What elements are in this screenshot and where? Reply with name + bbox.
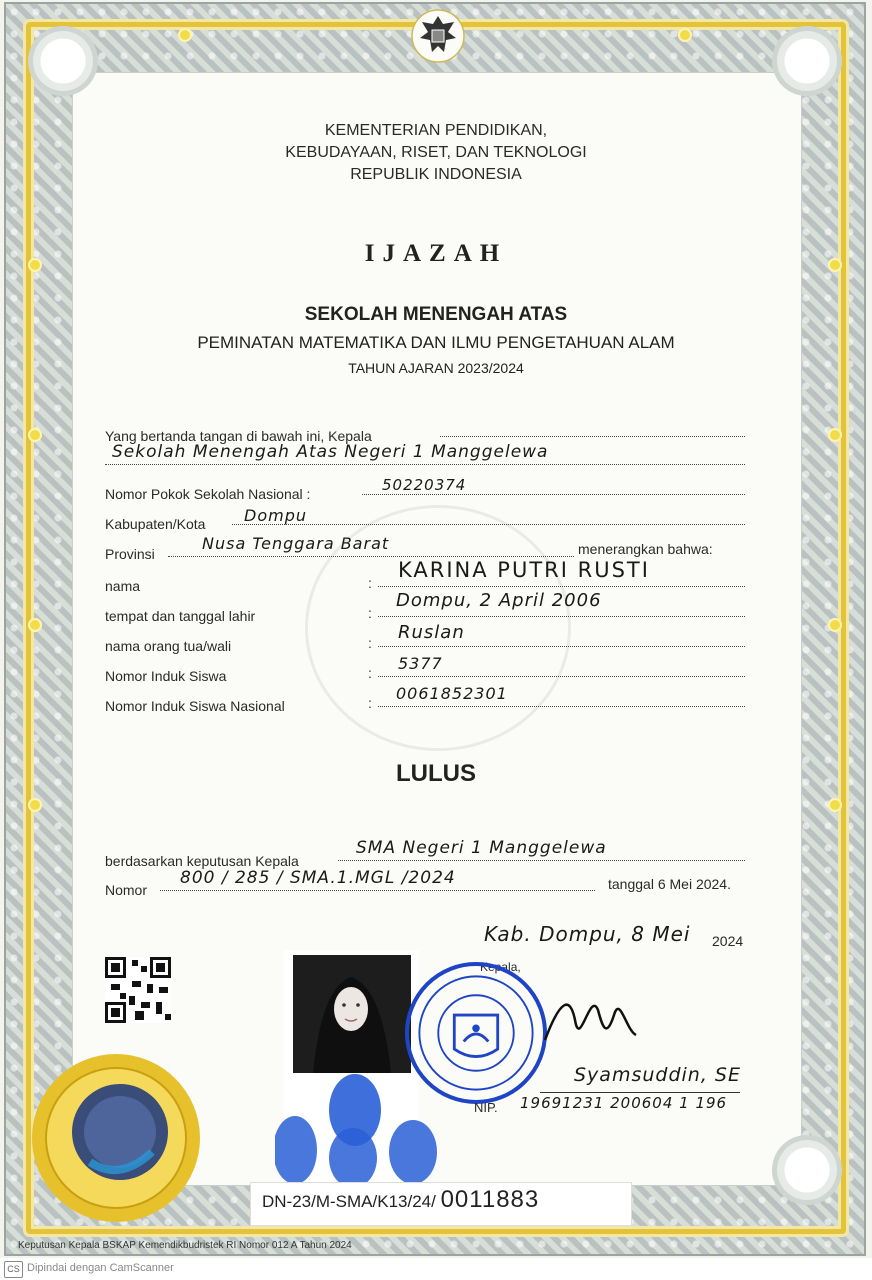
official-stamp	[405, 962, 547, 1104]
decision-school: SMA Negeri 1 Manggelewa	[356, 838, 607, 858]
signer-role: Kepala,	[480, 960, 521, 974]
border-ornament	[180, 30, 190, 40]
ministry-line: KEBUDAYAAN, RISET, DAN TEKNOLOGI	[285, 144, 587, 161]
serial-prefix: DN-23/M-SMA/K13/24/	[262, 1192, 436, 1211]
npsn-value: 50220374	[382, 476, 467, 494]
serial-number	[262, 1186, 539, 1214]
signature-mark	[540, 980, 650, 1055]
dotted-line	[378, 616, 745, 617]
dotted-line	[105, 464, 745, 465]
corner-ornament	[28, 26, 98, 96]
intro-label: Yang bertanda tangan di bawah ini, Kepala	[105, 428, 372, 444]
border-ornament	[830, 620, 840, 630]
corner-ornament	[772, 26, 842, 96]
hologram-seal	[30, 1052, 202, 1224]
regency-label: Kabupaten/Kota	[105, 516, 206, 532]
border-ornament	[680, 30, 690, 40]
dotted-line	[378, 706, 745, 707]
birth-label: tempat dan tanggal lahir	[105, 608, 256, 624]
nip-value: 19691231 200604 1 196	[520, 1094, 728, 1112]
document-title: IJAZAH	[364, 240, 508, 267]
colon: :	[368, 665, 372, 681]
academic-year: TAHUN AJARAN 2023/2024	[348, 360, 524, 376]
states-label: menerangkan bahwa:	[578, 541, 713, 557]
result-status: LULUS	[396, 760, 476, 787]
student-name: KARINA PUTRI RUSTI	[398, 558, 650, 582]
birth-value: Dompu, 2 April 2006	[396, 590, 602, 611]
regency-value: Dompu	[244, 506, 307, 525]
ministry-line: KEMENTERIAN PENDIDIKAN,	[324, 122, 548, 139]
ministry-line: REPUBLIK INDONESIA	[350, 166, 522, 183]
camscanner-icon: CS	[4, 1261, 23, 1278]
school-name: Sekolah Menengah Atas Negeri 1 Manggelewa	[112, 442, 549, 462]
qr-code-icon	[105, 957, 171, 1023]
parent-label: nama orang tua/wali	[105, 638, 232, 654]
signer-name: Syamsuddin, SE	[574, 1064, 741, 1086]
serial-digits: 0011883	[440, 1186, 540, 1213]
fingerprint-marks	[275, 1070, 445, 1185]
place-date: Kab. Dompu, 8 Mei	[484, 922, 691, 946]
ministry-header	[200, 120, 672, 186]
school-type: SEKOLAH MENENGAH ATAS	[304, 304, 568, 325]
nis-label: Nomor Induk Siswa	[105, 668, 227, 684]
colon: :	[368, 695, 372, 711]
footer-note: Keputusan Kepala BSKAP Kemendikbudristek RI Nomor 012 A Tahun 2024	[18, 1240, 352, 1251]
decision-number-label: Nomor	[105, 882, 148, 898]
dotted-line	[378, 676, 745, 677]
scanner-text: Dipindai dengan CamScanner	[27, 1262, 174, 1274]
dotted-line	[378, 646, 745, 647]
signature-line	[540, 1092, 740, 1093]
border-ornament	[30, 620, 40, 630]
signature-year: 2024	[712, 933, 744, 949]
decision-number: 800 / 285 / SMA.1.MGL /2024	[180, 868, 456, 888]
border-ornament	[30, 430, 40, 440]
decision-basis-label: berdasarkan keputusan Kepala	[105, 853, 299, 869]
border-ornament	[830, 430, 840, 440]
colon: :	[368, 635, 372, 651]
dotted-line	[160, 890, 595, 891]
province-value: Nusa Tenggara Barat	[202, 534, 390, 553]
student-name-label: nama	[105, 578, 141, 594]
program-name: PEMINATAN MATEMATIKA DAN ILMU PENGETAHUAN ALAM	[197, 333, 675, 352]
nisn-label: Nomor Induk Siswa Nasional	[105, 698, 285, 714]
garuda-emblem-icon	[410, 8, 466, 64]
colon: :	[368, 575, 372, 591]
province-label: Provinsi	[105, 546, 155, 562]
parent-value: Ruslan	[398, 622, 465, 643]
nip-label: NIP.	[474, 1100, 498, 1115]
dotted-line	[232, 524, 745, 525]
border-ornament	[830, 800, 840, 810]
npsn-label: Nomor Pokok Sekolah Nasional :	[105, 486, 311, 502]
dotted-line	[168, 556, 574, 557]
decision-date: tanggal 6 Mei 2024.	[608, 876, 731, 892]
corner-ornament	[772, 1135, 842, 1205]
dotted-line	[338, 860, 745, 861]
colon: :	[368, 605, 372, 621]
nisn-value: 0061852301	[396, 684, 508, 703]
border-ornament	[30, 800, 40, 810]
dotted-line	[362, 494, 745, 495]
dotted-line	[378, 586, 745, 587]
student-photo	[293, 955, 411, 1073]
nis-value: 5377	[398, 654, 443, 673]
dotted-line	[440, 436, 745, 437]
